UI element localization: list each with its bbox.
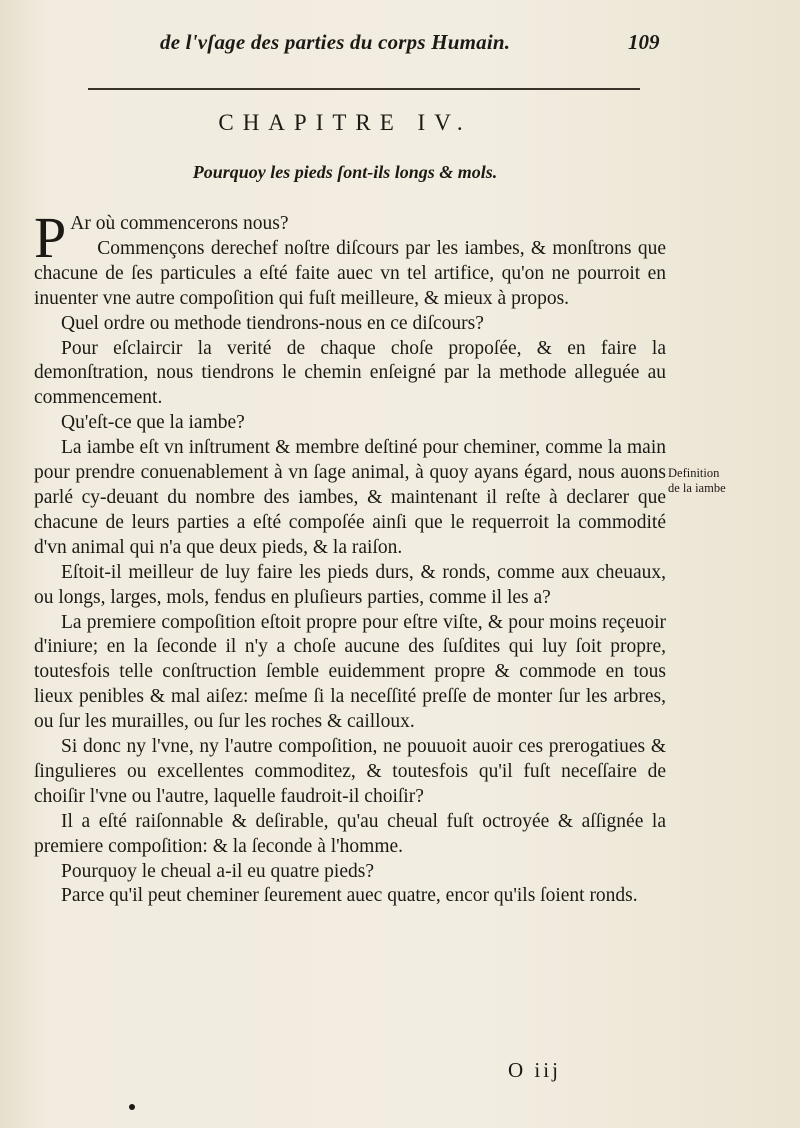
running-header: de l'vſage des parties du corps Humain. [160,30,511,54]
paragraph: La premiere compoſition eſtoit propre pour eſtre viſte, & pour moins reçeuoir d'iniure; en la ſeconde il n'y a choſe aucune des ſuſdites qui luy ſoit propre, toutesfois telle conſtruction ſemble euidemment propre & commode en tous lieux penibles & mal aiſez: meſme ſi la neceſſité preſſe de monter ſur les arbres, ou ſur les murailles, ou ſur les roches & cailloux. [34,611,666,733]
body-text [34,205,666,909]
signature-mark: O iij [508,1058,561,1082]
paragraph: Pourquoy le cheual a-il eu quatre pieds? [61,860,374,882]
paragraph: Quel ordre ou methode tiendrons-nous en ce diſcours? [61,312,484,334]
margin-note [668,466,768,496]
header-rule [88,88,640,90]
paragraph: Qu'eſt-ce que la iambe? [61,412,245,434]
paragraph: P Ar où commencerons nous? [34,205,289,270]
paragraph: Il a eſté raiſonnable & deſirable, qu'au cheual fuſt octroyée & aſſignée la premiere compoſition: & la ſeconde à l'homme. [34,810,666,857]
margin-note-line: Definition [668,466,720,480]
paragraph: Parce qu'il peut cheminer ſeurement auec quatre, encor qu'ils ſoient ronds. [61,885,638,907]
paragraph: Pour eſclaircir la verité de chaque choſe propoſée, & en faire la demonſtration, nous tiendrons le chemin enſeigné par la methode alleguée au commencement. [34,337,666,409]
paragraph: La iambe eſt vn inſtrument & membre deſtiné pour cheminer, comme la main pour prendre conuenablement à vn ſage animal, à quoy ayans égard, nous auons parlé cy-deuant du nombre des iambes, & maintenant il reſte à declarer que chacune de leurs parties a eſté compoſée ainſi que le requerroit la commodité d'vn animal qui n'a que deux pieds, & la raiſon. [34,437,666,558]
paragraph: Si donc ny l'vne, ny l'autre compoſition, ne pouuoit auoir ces prerogatiues & ſingulieres ou excellentes commoditez, & toutesfois qu'il fuſt neceſſaire de choiſir l'vne ou l'autre, laquelle faudroit-il choiſir? [34,736,666,807]
chapter-subtitle: Pourquoy les pieds ſont-ils longs & mols. [192,162,498,182]
ink-dot [129,1104,135,1110]
drop-cap: P [34,205,67,270]
page-number: 109 [628,30,660,54]
paragraph: Eſtoit-il meilleur de luy faire les pieds durs, & ronds, comme aux cheuaux, ou longs, larges, mols, fendus en pluſieurs parties, comme il les a? [34,561,666,608]
chapter-heading: CHAPITRE IV. [218,110,472,135]
paragraph: Commençons derechef noſtre diſcours par les iambes, & monſtrons que chacune de ſes particules a eſté faite auec vn tel artifice, qu'on ne pourroit en inuenter vne autre compoſition qui fuſt meilleure, & mieux à propos. [34,237,666,309]
margin-note-line: de la iambe [668,481,726,495]
